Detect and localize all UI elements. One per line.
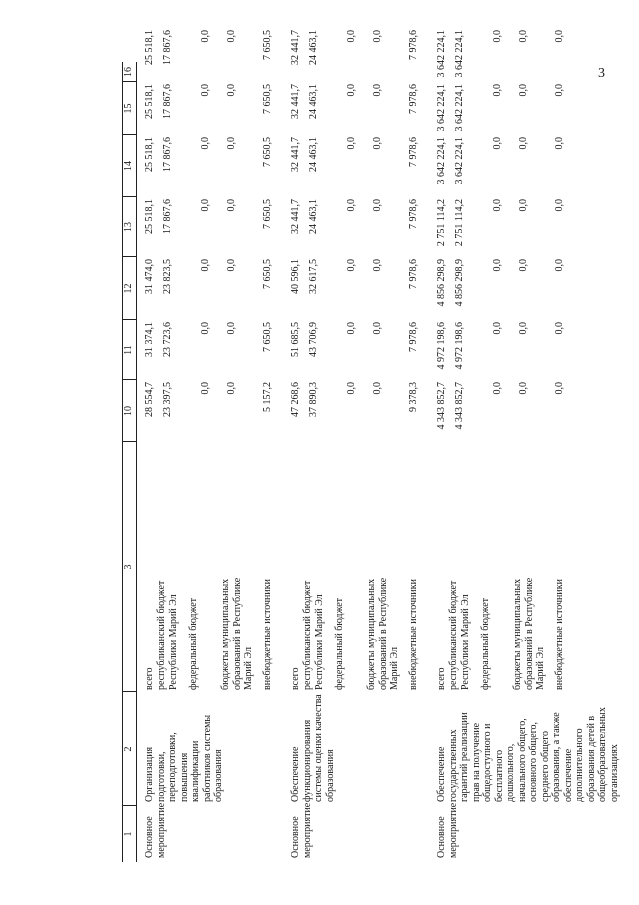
value-cell: 0,0 xyxy=(554,199,565,212)
value-cell: 0,0 xyxy=(492,382,503,395)
value-cell: 0,0 xyxy=(518,199,529,212)
value-cell: 7 650,5 xyxy=(262,259,273,289)
value-cell: 0,0 xyxy=(226,137,237,150)
value-cell: 7 978,6 xyxy=(408,84,419,114)
event-type: Основное мероприятие xyxy=(290,802,313,858)
value-cell: 32 441,7 xyxy=(290,30,301,65)
value-cell: 0,0 xyxy=(554,322,565,335)
value-cell: 7 650,5 xyxy=(262,84,273,114)
value-cell: 3 642 224,1 xyxy=(454,137,465,185)
value-cell: 0,0 xyxy=(518,30,529,43)
value-cell: 0,0 xyxy=(346,137,357,150)
value-cell: 25 518,1 xyxy=(144,30,155,65)
value-cell: 0,0 xyxy=(200,322,211,335)
value-cell: 2 751 114,2 xyxy=(454,199,465,247)
value-cell: 28 554,7 xyxy=(144,382,155,417)
value-cell: 37 890,3 xyxy=(308,382,319,417)
value-cell: 31 474,0 xyxy=(144,259,155,294)
value-cell: 0,0 xyxy=(492,137,503,150)
value-cell: 0,0 xyxy=(518,382,529,395)
value-cell: 31 374,1 xyxy=(144,322,155,357)
value-cell: 4 343 852,7 xyxy=(436,382,447,430)
funding-source: республиканский бюджет Республики Марий Эл xyxy=(448,580,471,690)
value-cell: 3 642 224,1 xyxy=(454,84,465,132)
funding-source: внебюджетные источники xyxy=(408,579,419,690)
value-cell: 25 518,1 xyxy=(144,199,155,234)
value-cell: 2 751 114,2 xyxy=(436,199,447,247)
column-number: 11 xyxy=(123,345,134,355)
funding-source: бюджеты муниципальных образований в Республике Марий Эл xyxy=(366,577,400,690)
header-bottom-rule xyxy=(136,62,137,862)
funding-source: бюджеты муниципальных образований в Республике Марий Эл xyxy=(220,577,254,690)
value-cell: 0,0 xyxy=(554,84,565,97)
value-cell: 24 463,1 xyxy=(308,30,319,65)
funding-source: всего xyxy=(144,667,155,690)
value-cell: 0,0 xyxy=(200,199,211,212)
funding-source: внебюджетные источники xyxy=(262,579,273,690)
value-cell: 0,0 xyxy=(346,259,357,272)
column-number: 1 xyxy=(123,831,134,837)
event-name: Организация подготовки, переподготовки, повышения квалификации работников системы образования xyxy=(144,714,224,802)
value-cell: 0,0 xyxy=(200,84,211,97)
value-cell: 3 642 224,1 xyxy=(436,30,447,78)
value-cell: 4 343 852,7 xyxy=(454,382,465,430)
value-cell: 0,0 xyxy=(492,199,503,212)
value-cell: 25 518,1 xyxy=(144,84,155,119)
event-type: Основное мероприятие xyxy=(144,802,167,858)
value-cell: 4 856 298,9 xyxy=(436,259,447,307)
value-cell: 0,0 xyxy=(372,30,383,43)
value-cell: 0,0 xyxy=(226,259,237,272)
value-cell: 17 867,6 xyxy=(162,30,173,65)
value-cell: 0,0 xyxy=(200,382,211,395)
value-cell: 32 617,5 xyxy=(308,259,319,294)
value-cell: 0,0 xyxy=(518,84,529,97)
value-cell: 7 650,5 xyxy=(262,322,273,352)
value-cell: 0,0 xyxy=(518,322,529,335)
value-cell: 51 685,5 xyxy=(290,322,301,357)
value-cell: 5 157,2 xyxy=(262,382,273,412)
value-cell: 7 978,6 xyxy=(408,137,419,167)
event-name: Обеспечение функционирования системы оценки качества образования xyxy=(290,694,336,802)
column-number: 3 xyxy=(123,564,134,570)
column-number: 15 xyxy=(123,103,134,114)
funding-source: бюджеты муниципальных образований в Республике Марий Эл xyxy=(512,577,546,690)
event-name: Обеспечение государственных гарантий реализации прав на получение общедоступного и бесплатного дошкольного, начального общего, основного общего, среднего общего образования, а также обеспечение дополнительного образования детей в общеобразовательных организациях xyxy=(436,707,620,802)
value-cell: 17 867,6 xyxy=(162,137,173,172)
value-cell: 0,0 xyxy=(492,84,503,97)
value-cell: 0,0 xyxy=(226,382,237,395)
value-cell: 23 397,5 xyxy=(162,382,173,417)
value-cell: 0,0 xyxy=(226,30,237,43)
value-cell: 7 978,6 xyxy=(408,199,419,229)
value-cell: 0,0 xyxy=(346,322,357,335)
value-cell: 0,0 xyxy=(200,259,211,272)
value-cell: 40 596,1 xyxy=(290,259,301,294)
event-type: Основное мероприятие xyxy=(436,802,459,858)
funding-source: федеральный бюджет xyxy=(334,597,345,690)
funding-source: республиканский бюджет Республики Марий Эл xyxy=(156,580,179,690)
value-cell: 0,0 xyxy=(346,30,357,43)
column-number: 12 xyxy=(123,283,134,294)
value-cell: 32 441,7 xyxy=(290,199,301,234)
column-number: 13 xyxy=(123,222,134,232)
value-cell: 0,0 xyxy=(554,137,565,150)
value-cell: 0,0 xyxy=(372,322,383,335)
value-cell: 0,0 xyxy=(226,84,237,97)
funding-source: внебюджетные источники xyxy=(554,579,565,690)
value-cell: 32 441,7 xyxy=(290,84,301,119)
value-cell: 0,0 xyxy=(372,382,383,395)
value-cell: 0,0 xyxy=(492,30,503,43)
value-cell: 0,0 xyxy=(346,382,357,395)
column-number: 14 xyxy=(123,161,134,171)
value-cell: 7 978,6 xyxy=(408,259,419,289)
column-number: 2 xyxy=(123,746,134,752)
page-number: 3 xyxy=(598,66,605,81)
value-cell: 7 650,5 xyxy=(262,137,273,167)
value-cell: 17 867,6 xyxy=(162,199,173,234)
value-cell: 0,0 xyxy=(372,137,383,150)
value-cell: 23 723,6 xyxy=(162,322,173,357)
value-cell: 4 856 298,9 xyxy=(454,259,465,307)
funding-source: федеральный бюджет xyxy=(188,597,199,690)
value-cell: 3 642 224,1 xyxy=(436,84,447,132)
value-cell: 3 642 224,1 xyxy=(436,137,447,185)
value-cell: 0,0 xyxy=(200,30,211,43)
value-cell: 0,0 xyxy=(518,259,529,272)
value-cell: 0,0 xyxy=(554,382,565,395)
value-cell: 0,0 xyxy=(554,30,565,43)
value-cell: 24 463,1 xyxy=(308,137,319,172)
value-cell: 17 867,6 xyxy=(162,84,173,119)
column-number: 10 xyxy=(123,406,134,416)
value-cell: 3 642 224,1 xyxy=(454,30,465,78)
value-cell: 4 972 198,6 xyxy=(436,322,447,370)
value-cell: 7 650,5 xyxy=(262,30,273,60)
value-cell: 43 706,9 xyxy=(308,322,319,357)
value-cell: 0,0 xyxy=(346,199,357,212)
value-cell: 0,0 xyxy=(554,259,565,272)
value-cell: 0,0 xyxy=(518,137,529,150)
value-cell: 24 463,1 xyxy=(308,199,319,234)
value-cell: 0,0 xyxy=(372,199,383,212)
column-number: 16 xyxy=(123,67,134,77)
value-cell: 0,0 xyxy=(372,84,383,97)
budget-table xyxy=(122,30,639,862)
value-cell: 0,0 xyxy=(372,259,383,272)
value-cell: 0,0 xyxy=(226,322,237,335)
funding-source: всего xyxy=(436,667,447,690)
value-cell: 0,0 xyxy=(346,84,357,97)
value-cell: 7 650,5 xyxy=(262,199,273,229)
value-cell: 47 268,6 xyxy=(290,382,301,417)
funding-source: федеральный бюджет xyxy=(480,597,491,690)
value-cell: 7 978,6 xyxy=(408,322,419,352)
value-cell: 24 463,1 xyxy=(308,84,319,119)
funding-source: республиканский бюджет Республики Марий Эл xyxy=(302,580,325,690)
value-cell: 4 972 198,6 xyxy=(454,322,465,370)
value-cell: 0,0 xyxy=(226,199,237,212)
value-cell: 0,0 xyxy=(492,259,503,272)
value-cell: 25 518,1 xyxy=(144,137,155,172)
value-cell: 32 441,7 xyxy=(290,137,301,172)
value-cell: 7 978,6 xyxy=(408,30,419,60)
value-cell: 23 823,5 xyxy=(162,259,173,294)
value-cell: 0,0 xyxy=(492,322,503,335)
value-cell: 9 378,3 xyxy=(408,382,419,412)
funding-source: всего xyxy=(290,667,301,690)
value-cell: 0,0 xyxy=(200,137,211,150)
